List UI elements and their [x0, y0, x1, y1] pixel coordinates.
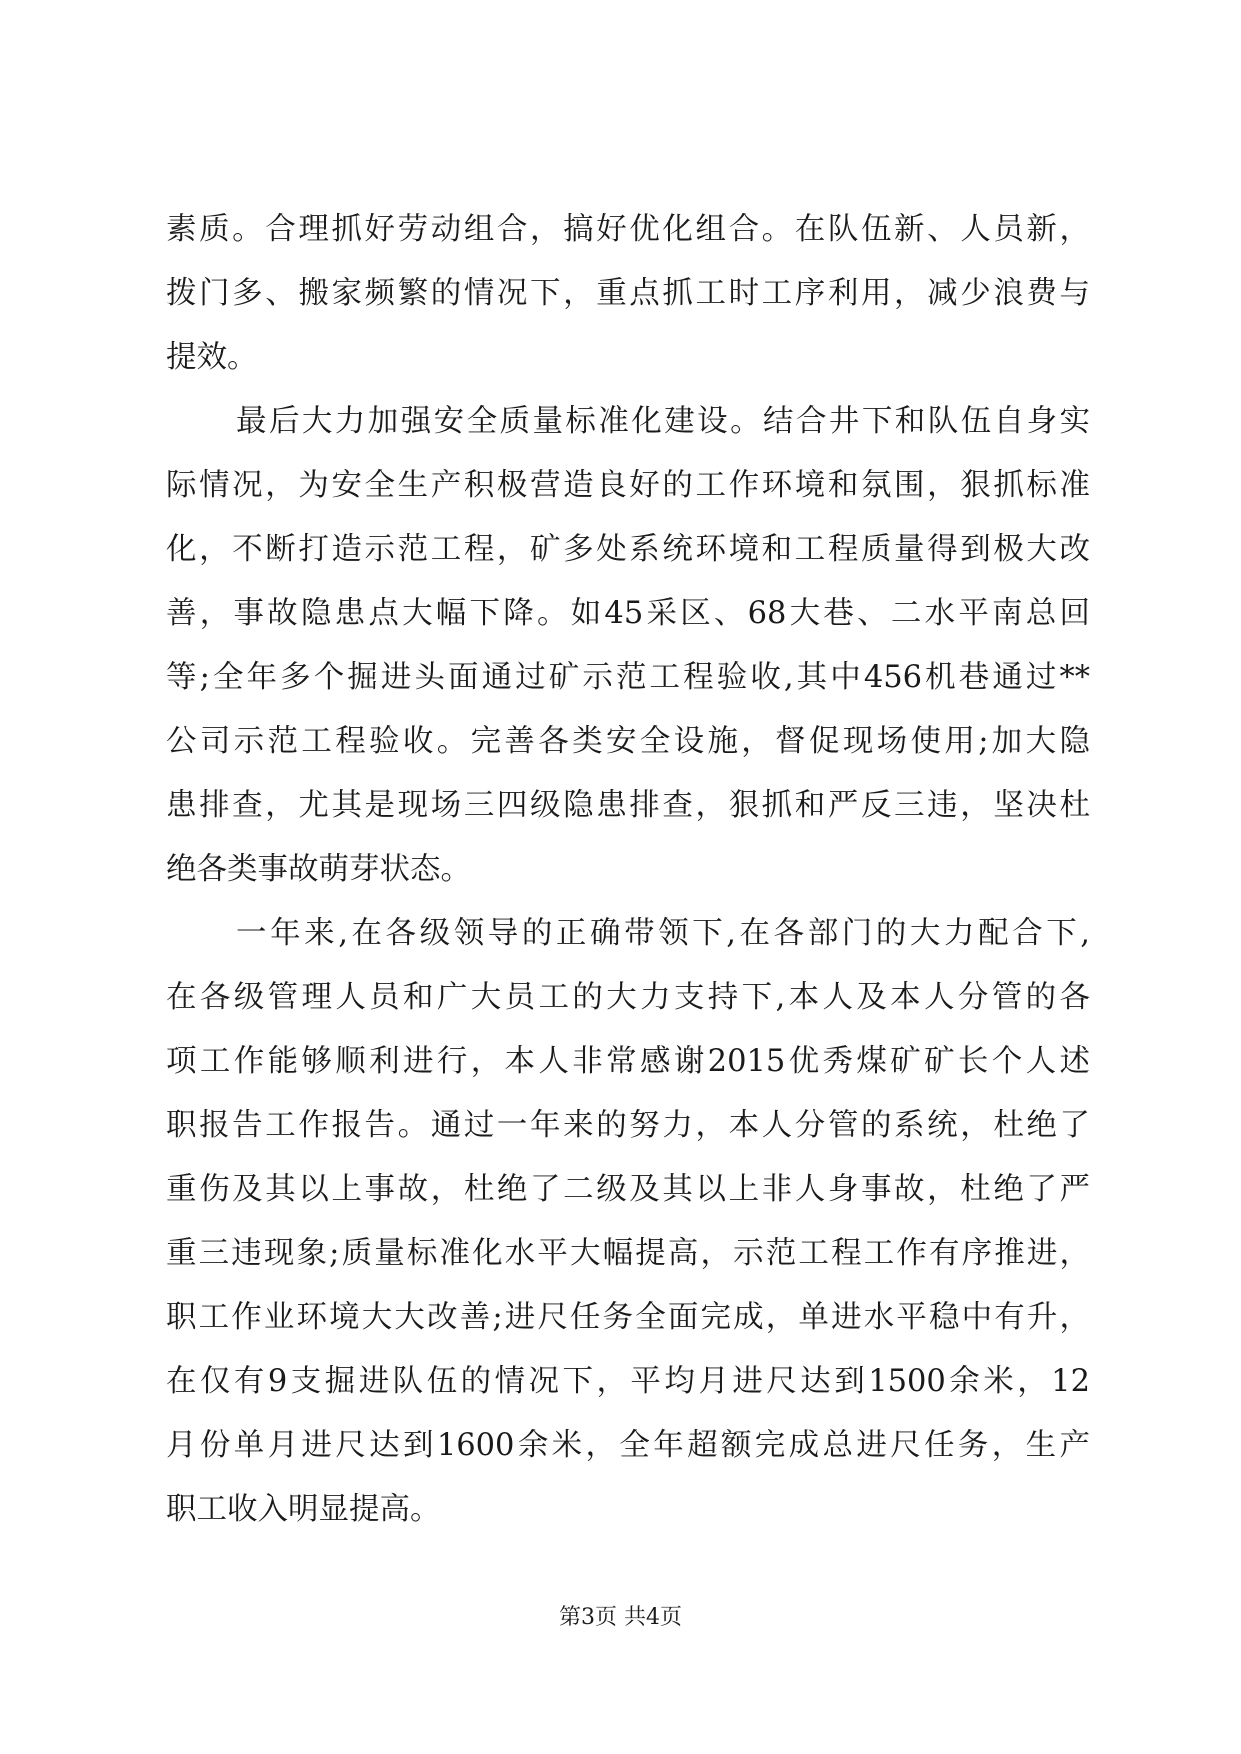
text-line: 一年来,在各级领导的正确带领下,在各部门的大力配合下,	[236, 916, 1090, 951]
text-line: 在各级管理人员和广大员工的大力支持下,本人及本人分管的各	[166, 980, 1090, 1015]
text-line: 公司示范工程验收。完善各类安全设施，督促现场使用;加大隐	[166, 724, 1090, 759]
text-line: 绝各类事故萌芽状态。	[166, 852, 471, 887]
text-line: 重伤及其以上事故，杜绝了二级及其以上非人身事故，杜绝了严	[166, 1172, 1090, 1207]
text-line: 职报告工作报告。通过一年来的努力，本人分管的系统，杜绝了	[166, 1108, 1090, 1143]
text-line: 重三违现象;质量标准化水平大幅提高，示范工程工作有序推进，	[166, 1236, 1090, 1271]
page-number-footer: 第3页 共4页	[559, 1605, 682, 1630]
text-line: 善，事故隐患点大幅下降。如45采区、68大巷、二水平南总回	[166, 596, 1090, 631]
text-line: 际情况，为安全生产积极营造良好的工作环境和氛围，狠抓标准	[166, 468, 1090, 503]
text-line: 职工收入明显提高。	[166, 1492, 441, 1527]
paragraph	[166, 390, 1090, 902]
text-line: 化，不断打造示范工程，矿多处系统环境和工程质量得到极大改	[166, 532, 1090, 567]
text-line: 患排查，尤其是现场三四级隐患排查，狠抓和严反三违，坚决杜	[166, 788, 1090, 823]
text-line: 素质。合理抓好劳动组合，搞好优化组合。在队伍新、人员新，	[166, 212, 1090, 247]
text-line: 拨门多、搬家频繁的情况下，重点抓工时工序利用，减少浪费与	[166, 276, 1090, 311]
paragraph	[166, 198, 1090, 390]
text-line: 在仅有9支掘进队伍的情况下，平均月进尺达到1500余米，12	[166, 1364, 1090, 1399]
text-line: 项工作能够顺利进行，本人非常感谢2015优秀煤矿矿长个人述	[166, 1044, 1090, 1079]
text-line: 最后大力加强安全质量标准化建设。结合井下和队伍自身实	[236, 404, 1090, 439]
document-body	[166, 198, 1090, 1542]
text-line: 月份单月进尺达到1600余米，全年超额完成总进尺任务，生产	[166, 1428, 1090, 1463]
text-line: 职工作业环境大大改善;进尺任务全面完成，单进水平稳中有升，	[166, 1300, 1090, 1335]
text-line: 等;全年多个掘进头面通过矿示范工程验收,其中456机巷通过**	[166, 660, 1090, 695]
text-line: 提效。	[166, 340, 258, 375]
paragraph	[166, 902, 1090, 1542]
